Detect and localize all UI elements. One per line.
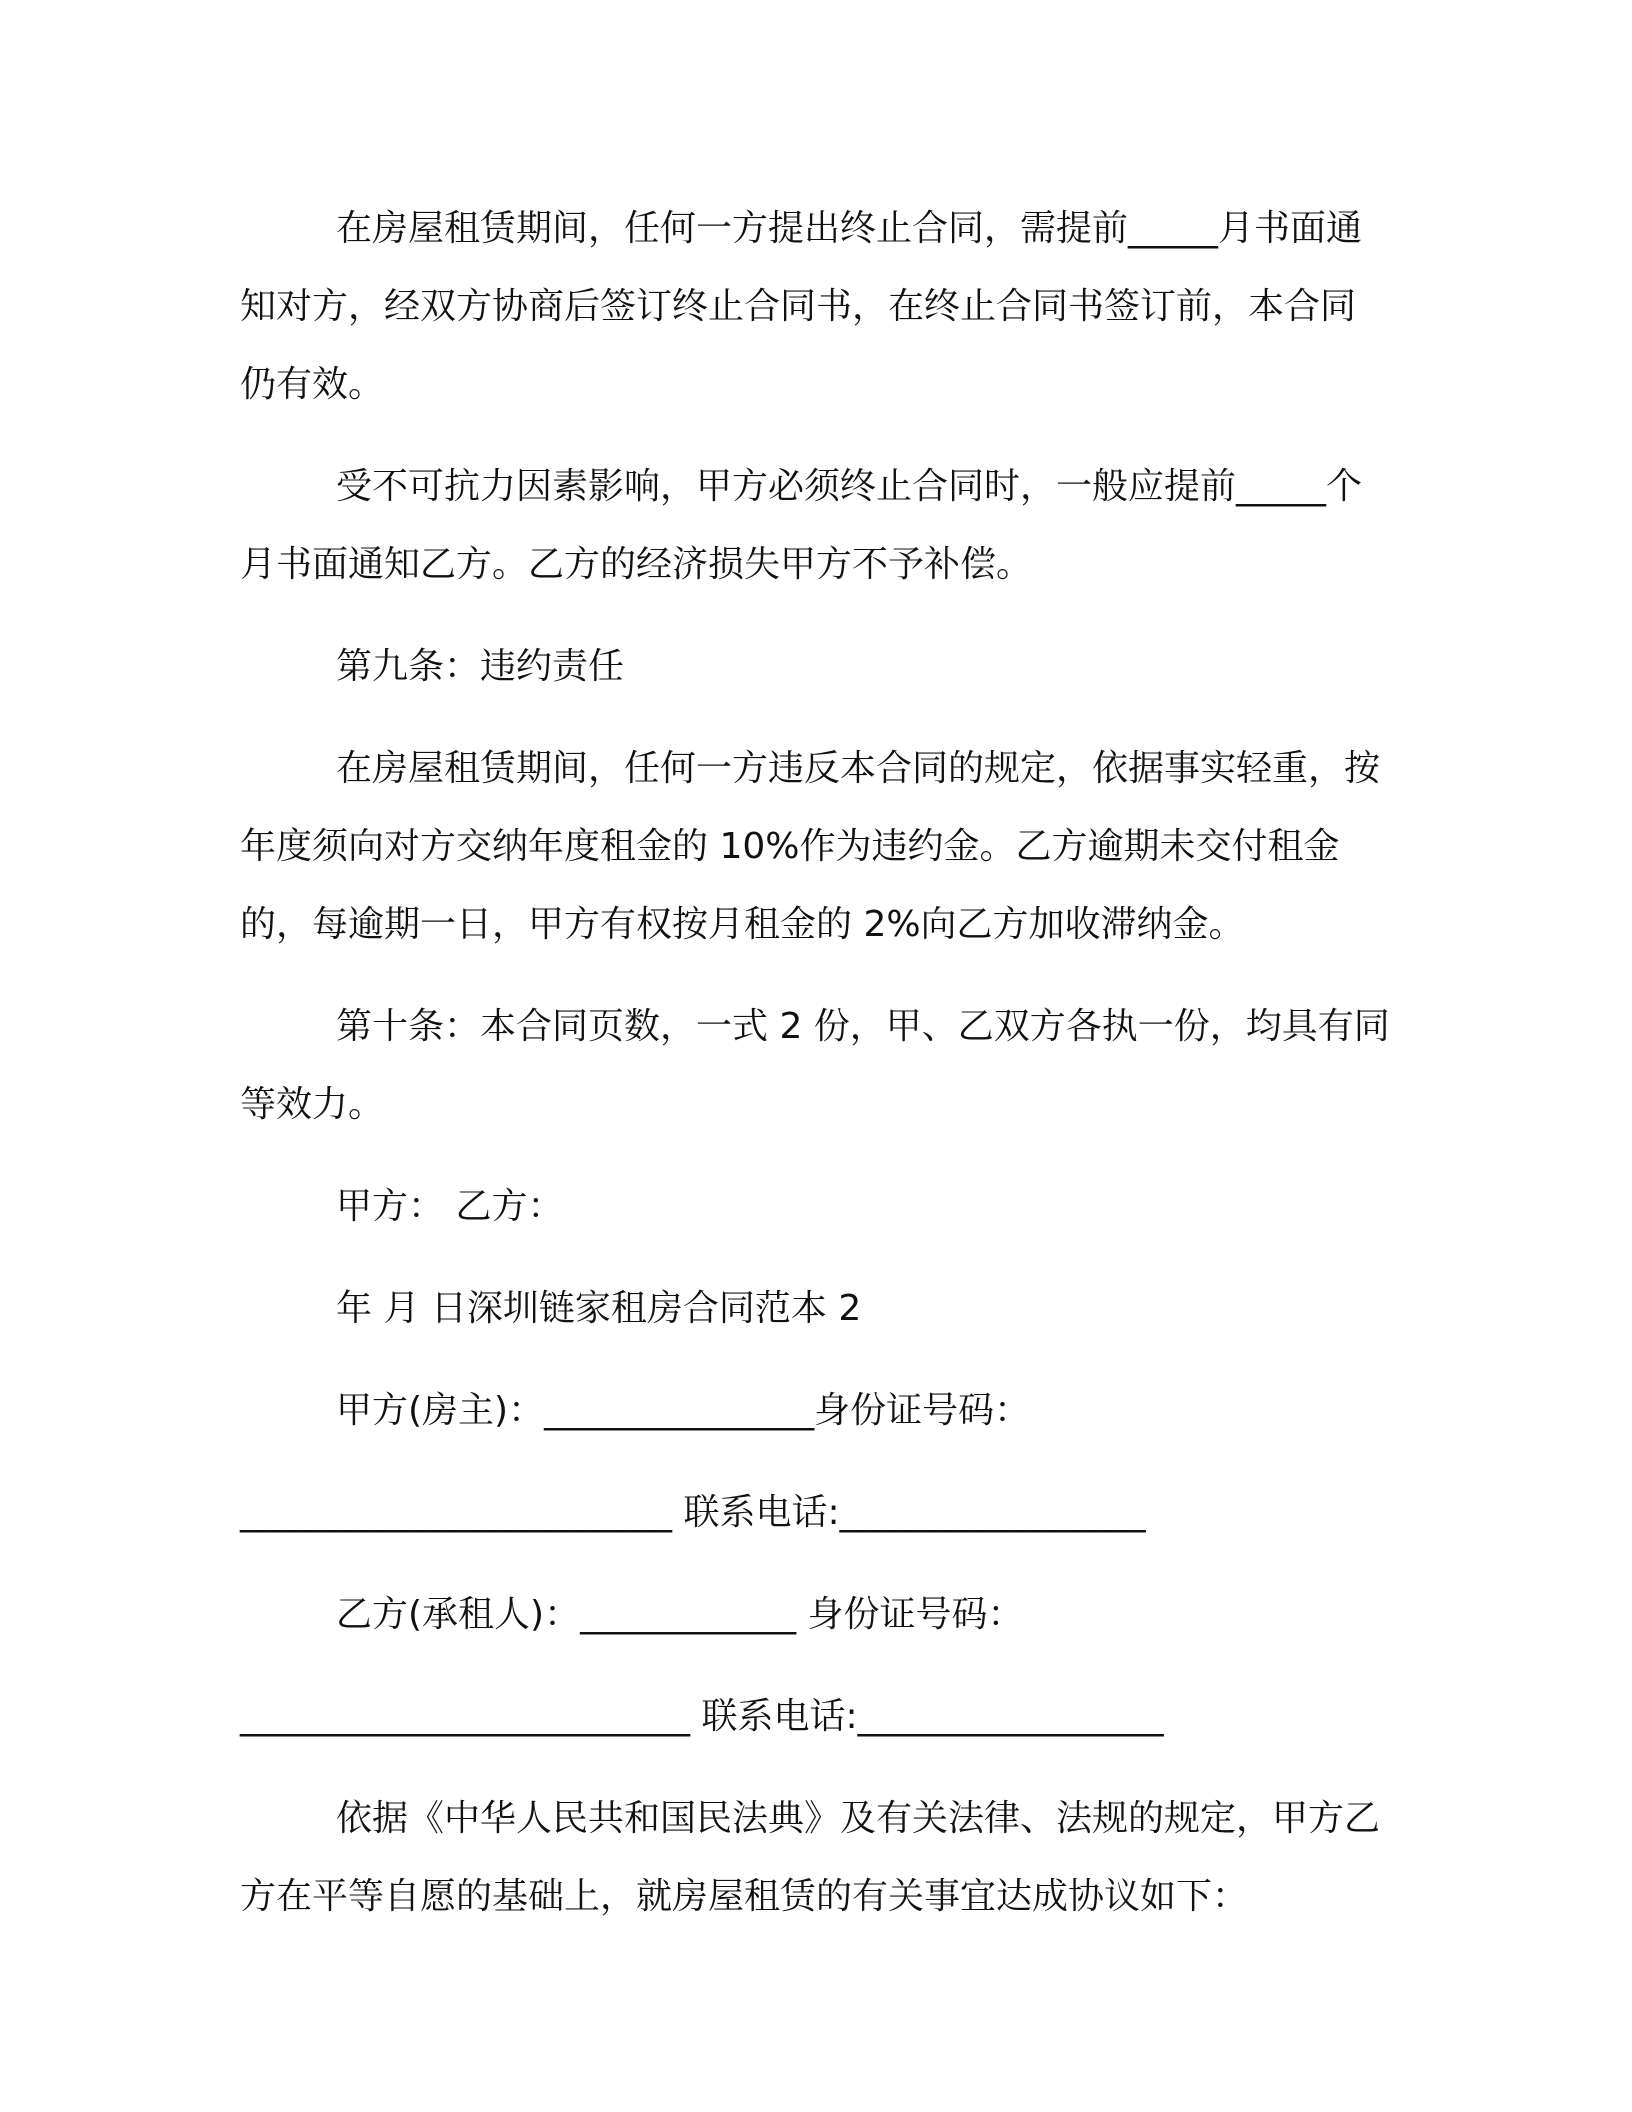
party-a-landlord-line: 甲方(房主)：_______________身份证号码：: [336, 1390, 1031, 1431]
party-b-contact-line: _________________________ 联系电话:_________________: [240, 1696, 1164, 1737]
article-10-paragraph: 第十条：本合同页数，一式 2 份，甲、乙双方各执一份，均具有同等效力。: [240, 1006, 1390, 1125]
article-9-heading: 第九条：违约责任: [336, 646, 625, 687]
signature-parties-line: 甲方： 乙方：: [336, 1186, 564, 1227]
paragraph-legal-basis: 依据《中华人民共和国民法典》及有关法律、法规的规定，甲方乙方在平等自愿的基础上，就房屋租赁的有关事宜达成协议如下：: [240, 1798, 1381, 1917]
party-a-contact-line: ________________________ 联系电话:_________________: [240, 1492, 1146, 1533]
document-page: [240, 190, 1390, 1936]
paragraph-termination-notice: 在房屋租赁期间，任何一方提出终止合同，需提前_____月书面通知对方，经双方协商后签订终止合同书，在终止合同书签订前，本合同仍有效。: [240, 208, 1363, 405]
party-b-tenant-line: 乙方(承租人)：____________ 身份证号码：: [336, 1594, 1024, 1635]
paragraph-breach-liability: 在房屋租赁期间，任何一方违反本合同的规定，依据事实轻重，按年度须向对方交纳年度租金的 10%作为违约金。乙方逾期未交付租金的，每逾期一日，甲方有权按月租金的 2%向乙方加收滞纳金。: [240, 748, 1381, 945]
date-and-template-title: 年 月 日深圳链家租房合同范本 2: [336, 1288, 862, 1329]
paragraph-force-majeure: 受不可抗力因素影响，甲方必须终止合同时，一般应提前_____个月书面通知乙方。乙方的经济损失甲方不予补偿。: [240, 466, 1363, 585]
